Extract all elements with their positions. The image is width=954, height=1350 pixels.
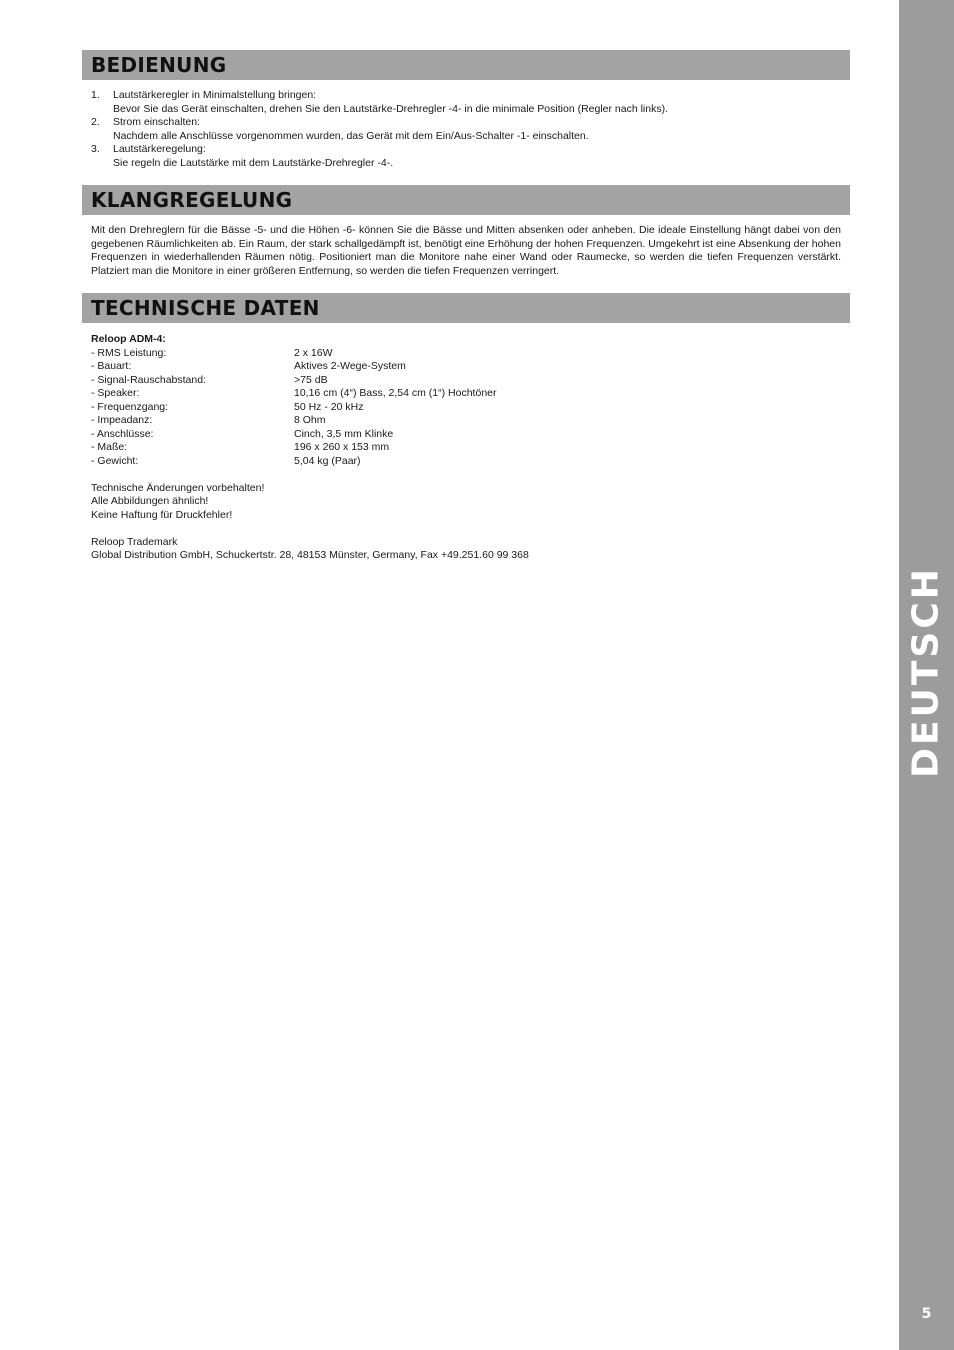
spec-value: 8 Ohm (294, 414, 326, 426)
spec-row (91, 387, 841, 401)
bedienung-list (91, 89, 841, 170)
list-item-text: Bevor Sie das Gerät einschalten, drehen Sie den Lautstärke-Drehregler -4- in die minimale Position (Regler nach links). (113, 102, 669, 115)
section-title: KLANGREGELUNG (91, 188, 293, 212)
list-item-title: Strom einschalten: (113, 116, 200, 128)
spec-value: 2 x 16W (294, 346, 333, 359)
spec-value: Cinch, 3,5 mm Klinke (294, 427, 394, 440)
list-number: 1. (91, 89, 100, 101)
spec-value: 50 Hz - 20 kHz (294, 400, 364, 413)
spec-key: - Impeadanz: (91, 414, 153, 426)
spec-row (91, 455, 841, 469)
spec-key: - Speaker: (91, 387, 140, 399)
spec-key: - Gewicht: (91, 454, 139, 467)
note-line: Keine Haftung für Druckfehler! (91, 508, 233, 521)
list-item (91, 116, 841, 130)
spec-value: Aktives 2-Wege-System (294, 360, 406, 372)
list-item (91, 89, 841, 103)
spec-row (91, 360, 841, 374)
spec-value: 196 x 260 x 153 mm (294, 441, 390, 453)
page-number: 5 (921, 1306, 932, 1322)
model-name: Reloop ADM-4: (91, 333, 166, 345)
list-item-text: Nachdem alle Anschlüsse vorgenommen wurden, das Gerät mit dem Ein/Aus-Schalter -1- einschalten. (113, 129, 589, 142)
spec-row (91, 428, 841, 442)
list-item-title: Lautstärkeregler in Minimalstellung bringen: (113, 89, 317, 101)
language-label: DEUTSCH (905, 566, 947, 778)
note-line: Alle Abbildungen ähnlich! (91, 495, 209, 507)
spec-key: - Bauart: (91, 360, 132, 372)
spec-row (91, 374, 841, 388)
spec-value: 5,04 kg (Paar) (294, 454, 361, 467)
spec-value: 10,16 cm (4“) Bass, 2,54 cm (1“) Hochtöner (294, 387, 497, 399)
list-item-title: Lautstärkeregelung: (113, 143, 206, 155)
spec-key: - Signal-Rauschabstand: (91, 373, 206, 386)
spec-key: - Anschlüsse: (91, 427, 154, 440)
spec-row (91, 401, 841, 415)
spec-key: - Frequenzgang: (91, 400, 169, 413)
section-header-klangregelung (82, 185, 850, 215)
spec-key: - RMS Leistung: (91, 346, 167, 359)
section-header-bedienung (82, 50, 850, 80)
note-line: Technische Änderungen vorbehalten! (91, 481, 265, 494)
list-number: 2. (91, 116, 100, 128)
list-item-text: Sie regeln die Lautstärke mit dem Lautstärke-Drehregler -4-. (113, 156, 394, 169)
section-title: BEDIENUNG (91, 53, 227, 77)
list-number: 3. (91, 143, 100, 155)
spec-key: - Maße: (91, 441, 128, 453)
spec-row (91, 414, 841, 428)
spec-row (91, 441, 841, 455)
list-item (91, 143, 841, 157)
spec-row (91, 347, 841, 361)
trademark-line: Reloop Trademark (91, 535, 178, 548)
section-header-technische-daten (82, 293, 850, 323)
klangregelung-paragraph: Mit den Drehreglern für die Bässe -5- und die Höhen -6- können Sie die Bässe und Mitten absenken oder anheben. Die ideale Einstellung hängt dabei von den gegebenen Räumlichkeiten ab. Ein Raum, der stark schallgedämpft ist, benötigt eine Erhöhung der hohen Frequenzen. Umgekehrt ist eine Absenkung der hohen Frequenzen in wiederhallenden Räumen nötig. Positioniert man die Monitore nahe einer Wand oder Raumecke, so werden die tiefen Frequenzen verstärkt. Platziert man die Monitore in einer größeren Entfernung, so werden die tiefen Frequenzen verringert. (91, 224, 841, 277)
spec-value: >75 dB (294, 373, 328, 386)
address-line: Global Distribution GmbH, Schuckertstr. 28, 48153 Münster, Germany, Fax +49.251.60 99 368 (91, 549, 529, 561)
section-title: TECHNISCHE DATEN (91, 296, 320, 320)
spec-block (91, 333, 841, 563)
